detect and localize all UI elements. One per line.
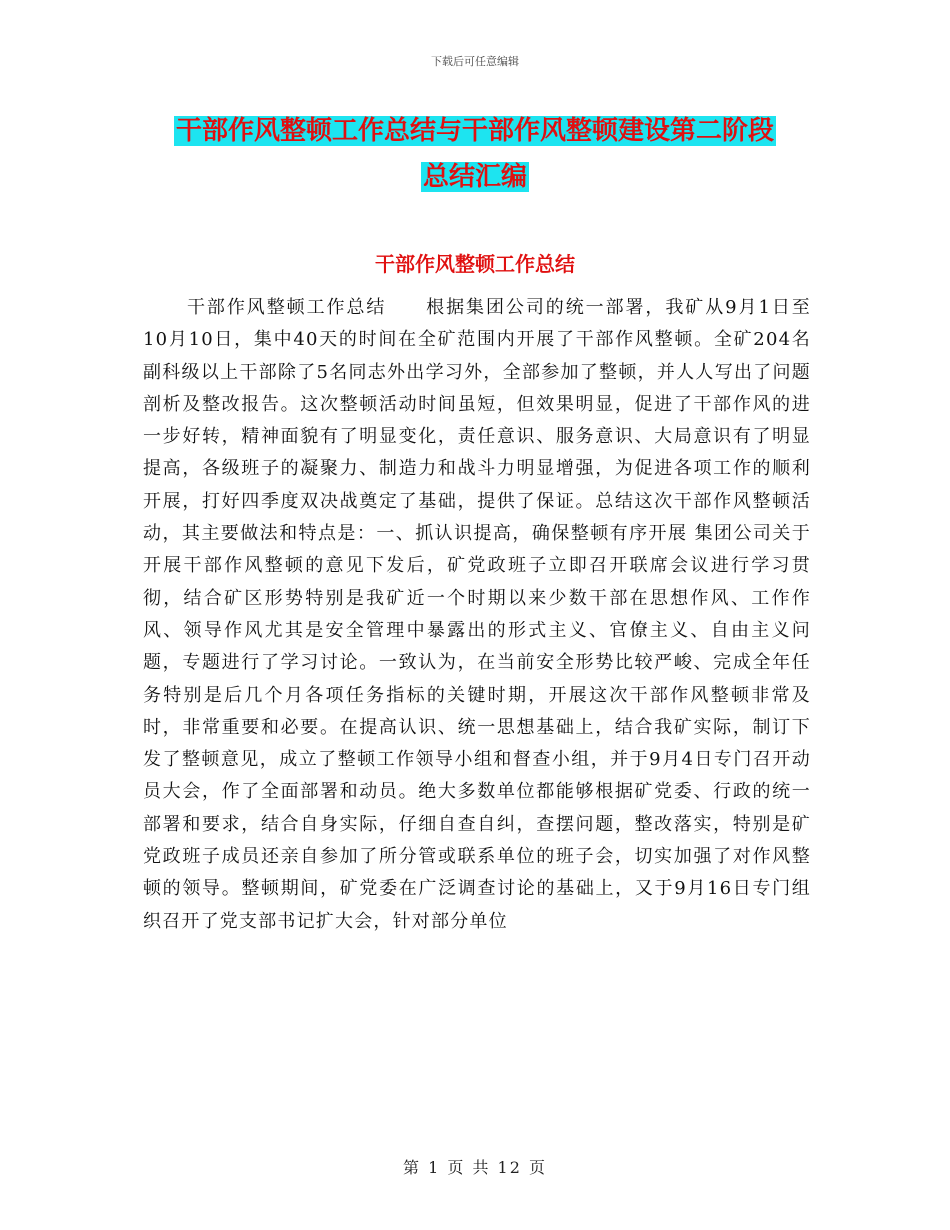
document-title-line2: 总结汇编 xyxy=(422,162,527,192)
document-title xyxy=(145,108,805,200)
section-title: 干部作风整顿工作总结 xyxy=(375,252,575,276)
header-note: 下载后可任意编辑 xyxy=(431,55,519,68)
page-footer: 第 1 页 共 12 页 xyxy=(403,1158,547,1177)
document-title-line1: 干部作风整顿工作总结与干部作风整顿建设第二阶段 xyxy=(175,116,774,146)
body-paragraph: 干部作风整顿工作总结 根据集团公司的统一部署，我矿从9月1日至10月10日，集中40天的时间在全矿范围内开展了干部作风整顿。全矿204名副科级以上干部除了5名同志外出学习外，全部参加了整顿，并人人写出了问题剖析及整改报告。这次整顿活动时间虽短，但效果明显，促进了干部作风的进一步好转，精神面貌有了明显变化，责任意识、服务意识、大局意识有了明显提高，各级班子的凝聚力、制造力和战斗力明显增强，为促进各项工作的顺利开展，打好四季度双决战奠定了基础，提供了保证。总结这次干部作风整顿活动，其主要做法和特点是：一、抓认识提高，确保整顿有序开展 集团公司关于开展干部作风整顿的意见下发后，矿党政班子立即召开联席会议进行学习贯彻，结合矿区形势特别是我矿近一个时期以来少数干部在思想作风、工作作风、领导作风尤其是安全管理中暴露出的形式主义、官僚主义、自由主义问题，专题进行了学习讨论。一致认为，在当前安全形势比较严峻、完成全年任务特别是后几个月各项任务指标的关键时期，开展这次干部作风整顿非常及时，非常重要和必要。在提高认识、统一思想基础上，结合我矿实际，制订下发了整顿意见，成立了整顿工作领导小组和督查小组，并于9月4日专门召开动员大会，作了全面部署和动员。绝大多数单位都能够根据矿党委、行政的统一部署和要求，结合自身实际，仔细自查自纠，查摆问题，整改落实，特别是矿党政班子成员还亲自参加了所分管或联系单位的班子会，切实加强了对作风整顿的领导。整顿期间，矿党委在广泛调查讨论的基础上，又于9月16日专门组织召开了党支部书记扩大会，针对部分单位 xyxy=(143,297,811,932)
